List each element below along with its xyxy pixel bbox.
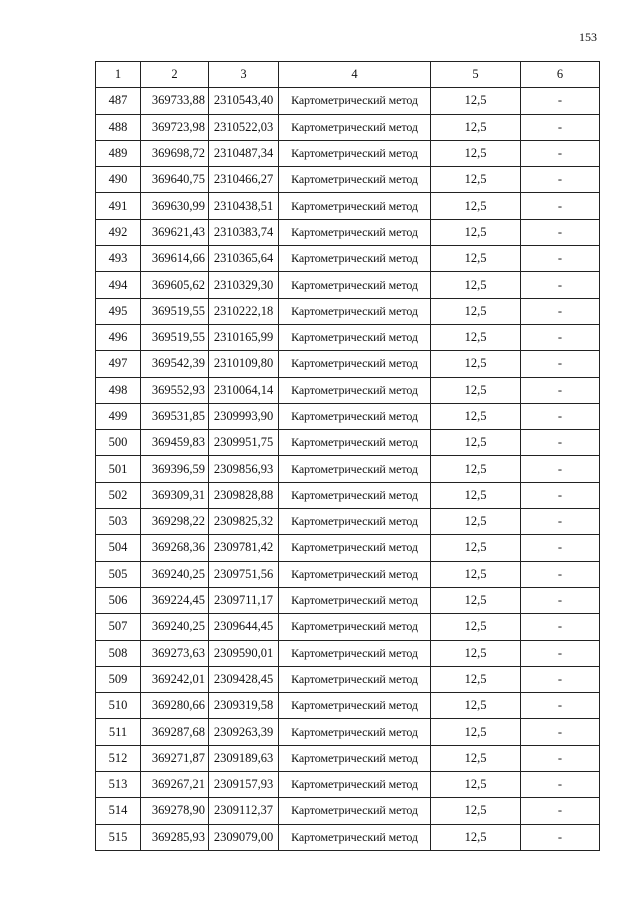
point-number-cell: 506 [96,587,141,613]
table-row [96,403,600,429]
accuracy-cell: 12,5 [431,509,521,535]
table-row [96,587,600,613]
table-row [96,798,600,824]
x-coordinate-cell: 369240,25 [141,561,209,587]
point-number-cell: 508 [96,640,141,666]
table-row [96,88,600,114]
y-coordinate-cell: 2309828,88 [209,482,279,508]
y-coordinate-cell: 2310365,64 [209,246,279,272]
point-number-cell: 514 [96,798,141,824]
note-cell: - [521,167,600,193]
accuracy-cell: 12,5 [431,167,521,193]
method-cell: Картометрический метод [279,509,431,535]
table-row [96,246,600,272]
accuracy-cell: 12,5 [431,351,521,377]
accuracy-cell: 12,5 [431,377,521,403]
y-coordinate-cell: 2310438,51 [209,193,279,219]
note-cell: - [521,430,600,456]
x-coordinate-cell: 369733,88 [141,88,209,114]
x-coordinate-cell: 369242,01 [141,666,209,692]
y-coordinate-cell: 2309428,45 [209,666,279,692]
note-cell: - [521,772,600,798]
x-coordinate-cell: 369605,62 [141,272,209,298]
y-coordinate-cell: 2310383,74 [209,219,279,245]
point-number-cell: 499 [96,403,141,429]
note-cell: - [521,324,600,350]
method-cell: Картометрический метод [279,719,431,745]
header-cell: 5 [431,62,521,88]
method-cell: Картометрический метод [279,666,431,692]
note-cell: - [521,114,600,140]
note-cell: - [521,351,600,377]
method-cell: Картометрический метод [279,798,431,824]
note-cell: - [521,587,600,613]
method-cell: Картометрический метод [279,535,431,561]
method-cell: Картометрический метод [279,193,431,219]
x-coordinate-cell: 369630,99 [141,193,209,219]
note-cell: - [521,88,600,114]
point-number-cell: 503 [96,509,141,535]
point-number-cell: 496 [96,324,141,350]
x-coordinate-cell: 369519,55 [141,324,209,350]
accuracy-cell: 12,5 [431,772,521,798]
point-number-cell: 491 [96,193,141,219]
point-number-cell: 504 [96,535,141,561]
point-number-cell: 512 [96,745,141,771]
method-cell: Картометрический метод [279,561,431,587]
table-row [96,430,600,456]
x-coordinate-cell: 369552,93 [141,377,209,403]
y-coordinate-cell: 2309157,93 [209,772,279,798]
method-cell: Картометрический метод [279,693,431,719]
method-cell: Картометрический метод [279,219,431,245]
header-cell: 3 [209,62,279,88]
y-coordinate-cell: 2310222,18 [209,298,279,324]
page-number: 153 [579,30,597,44]
accuracy-cell: 12,5 [431,140,521,166]
x-coordinate-cell: 369273,63 [141,640,209,666]
accuracy-cell: 12,5 [431,298,521,324]
y-coordinate-cell: 2310522,03 [209,114,279,140]
method-cell: Картометрический метод [279,824,431,850]
table-row [96,193,600,219]
accuracy-cell: 12,5 [431,272,521,298]
coordinates-table [95,61,600,851]
accuracy-cell: 12,5 [431,219,521,245]
point-number-cell: 489 [96,140,141,166]
table-row [96,772,600,798]
accuracy-cell: 12,5 [431,482,521,508]
point-number-cell: 487 [96,88,141,114]
header-cell: 2 [141,62,209,88]
accuracy-cell: 12,5 [431,745,521,771]
table-row [96,377,600,403]
x-coordinate-cell: 369278,90 [141,798,209,824]
table-row [96,167,600,193]
note-cell: - [521,140,600,166]
x-coordinate-cell: 369267,21 [141,772,209,798]
point-number-cell: 509 [96,666,141,692]
y-coordinate-cell: 2309856,93 [209,456,279,482]
note-cell: - [521,246,600,272]
method-cell: Картометрический метод [279,298,431,324]
y-coordinate-cell: 2310466,27 [209,167,279,193]
method-cell: Картометрический метод [279,88,431,114]
note-cell: - [521,535,600,561]
accuracy-cell: 12,5 [431,640,521,666]
point-number-cell: 515 [96,824,141,850]
header-cell: 4 [279,62,431,88]
y-coordinate-cell: 2309112,37 [209,798,279,824]
note-cell: - [521,561,600,587]
method-cell: Картометрический метод [279,324,431,350]
x-coordinate-cell: 369698,72 [141,140,209,166]
y-coordinate-cell: 2309189,63 [209,745,279,771]
note-cell: - [521,298,600,324]
point-number-cell: 502 [96,482,141,508]
table-row [96,351,600,377]
note-cell: - [521,798,600,824]
x-coordinate-cell: 369285,93 [141,824,209,850]
accuracy-cell: 12,5 [431,193,521,219]
table-row [96,298,600,324]
y-coordinate-cell: 2309711,17 [209,587,279,613]
table-row [96,482,600,508]
note-cell: - [521,509,600,535]
point-number-cell: 490 [96,167,141,193]
accuracy-cell: 12,5 [431,246,521,272]
note-cell: - [521,193,600,219]
accuracy-cell: 12,5 [431,430,521,456]
note-cell: - [521,272,600,298]
method-cell: Картометрический метод [279,745,431,771]
point-number-cell: 494 [96,272,141,298]
table-row [96,140,600,166]
note-cell: - [521,614,600,640]
table-row [96,561,600,587]
y-coordinate-cell: 2310165,99 [209,324,279,350]
method-cell: Картометрический метод [279,351,431,377]
point-number-cell: 500 [96,430,141,456]
table-row [96,745,600,771]
method-cell: Картометрический метод [279,246,431,272]
table-row [96,666,600,692]
table-row [96,824,600,850]
x-coordinate-cell: 369542,39 [141,351,209,377]
accuracy-cell: 12,5 [431,666,521,692]
note-cell: - [521,482,600,508]
y-coordinate-cell: 2309751,56 [209,561,279,587]
x-coordinate-cell: 369459,83 [141,430,209,456]
y-coordinate-cell: 2310064,14 [209,377,279,403]
point-number-cell: 488 [96,114,141,140]
x-coordinate-cell: 369519,55 [141,298,209,324]
x-coordinate-cell: 369531,85 [141,403,209,429]
header-cell: 6 [521,62,600,88]
y-coordinate-cell: 2310329,30 [209,272,279,298]
x-coordinate-cell: 369224,45 [141,587,209,613]
table-row [96,509,600,535]
accuracy-cell: 12,5 [431,561,521,587]
note-cell: - [521,219,600,245]
x-coordinate-cell: 369723,98 [141,114,209,140]
x-coordinate-cell: 369268,36 [141,535,209,561]
note-cell: - [521,745,600,771]
table-row [96,719,600,745]
point-number-cell: 493 [96,246,141,272]
table-row [96,456,600,482]
y-coordinate-cell: 2310487,34 [209,140,279,166]
method-cell: Картометрический метод [279,403,431,429]
note-cell: - [521,403,600,429]
accuracy-cell: 12,5 [431,114,521,140]
accuracy-cell: 12,5 [431,456,521,482]
point-number-cell: 501 [96,456,141,482]
x-coordinate-cell: 369621,43 [141,219,209,245]
x-coordinate-cell: 369309,31 [141,482,209,508]
method-cell: Картометрический метод [279,587,431,613]
y-coordinate-cell: 2309590,01 [209,640,279,666]
y-coordinate-cell: 2309951,75 [209,430,279,456]
accuracy-cell: 12,5 [431,535,521,561]
y-coordinate-cell: 2310543,40 [209,88,279,114]
note-cell: - [521,666,600,692]
accuracy-cell: 12,5 [431,324,521,350]
y-coordinate-cell: 2309263,39 [209,719,279,745]
accuracy-cell: 12,5 [431,798,521,824]
table-row [96,324,600,350]
table-row [96,640,600,666]
method-cell: Картометрический метод [279,377,431,403]
method-cell: Картометрический метод [279,272,431,298]
x-coordinate-cell: 369298,22 [141,509,209,535]
table-row [96,693,600,719]
x-coordinate-cell: 369614,66 [141,246,209,272]
point-number-cell: 495 [96,298,141,324]
x-coordinate-cell: 369396,59 [141,456,209,482]
table-row [96,614,600,640]
method-cell: Картометрический метод [279,614,431,640]
x-coordinate-cell: 369271,87 [141,745,209,771]
y-coordinate-cell: 2309781,42 [209,535,279,561]
method-cell: Картометрический метод [279,430,431,456]
point-number-cell: 497 [96,351,141,377]
point-number-cell: 511 [96,719,141,745]
point-number-cell: 507 [96,614,141,640]
note-cell: - [521,693,600,719]
table-row [96,114,600,140]
x-coordinate-cell: 369287,68 [141,719,209,745]
note-cell: - [521,456,600,482]
point-number-cell: 513 [96,772,141,798]
table-body [96,88,600,851]
y-coordinate-cell: 2310109,80 [209,351,279,377]
accuracy-cell: 12,5 [431,614,521,640]
accuracy-cell: 12,5 [431,719,521,745]
accuracy-cell: 12,5 [431,88,521,114]
method-cell: Картометрический метод [279,772,431,798]
table-row [96,535,600,561]
accuracy-cell: 12,5 [431,824,521,850]
y-coordinate-cell: 2309993,90 [209,403,279,429]
method-cell: Картометрический метод [279,482,431,508]
y-coordinate-cell: 2309825,32 [209,509,279,535]
method-cell: Картометрический метод [279,640,431,666]
method-cell: Картометрический метод [279,456,431,482]
method-cell: Картометрический метод [279,114,431,140]
header-cell: 1 [96,62,141,88]
y-coordinate-cell: 2309644,45 [209,614,279,640]
table-header-row [96,62,600,88]
accuracy-cell: 12,5 [431,587,521,613]
method-cell: Картометрический метод [279,167,431,193]
accuracy-cell: 12,5 [431,693,521,719]
table-row [96,219,600,245]
note-cell: - [521,377,600,403]
point-number-cell: 505 [96,561,141,587]
x-coordinate-cell: 369240,25 [141,614,209,640]
x-coordinate-cell: 369640,75 [141,167,209,193]
point-number-cell: 510 [96,693,141,719]
accuracy-cell: 12,5 [431,403,521,429]
point-number-cell: 492 [96,219,141,245]
x-coordinate-cell: 369280,66 [141,693,209,719]
y-coordinate-cell: 2309079,00 [209,824,279,850]
point-number-cell: 498 [96,377,141,403]
method-cell: Картометрический метод [279,140,431,166]
y-coordinate-cell: 2309319,58 [209,693,279,719]
note-cell: - [521,719,600,745]
table-row [96,272,600,298]
note-cell: - [521,824,600,850]
note-cell: - [521,640,600,666]
